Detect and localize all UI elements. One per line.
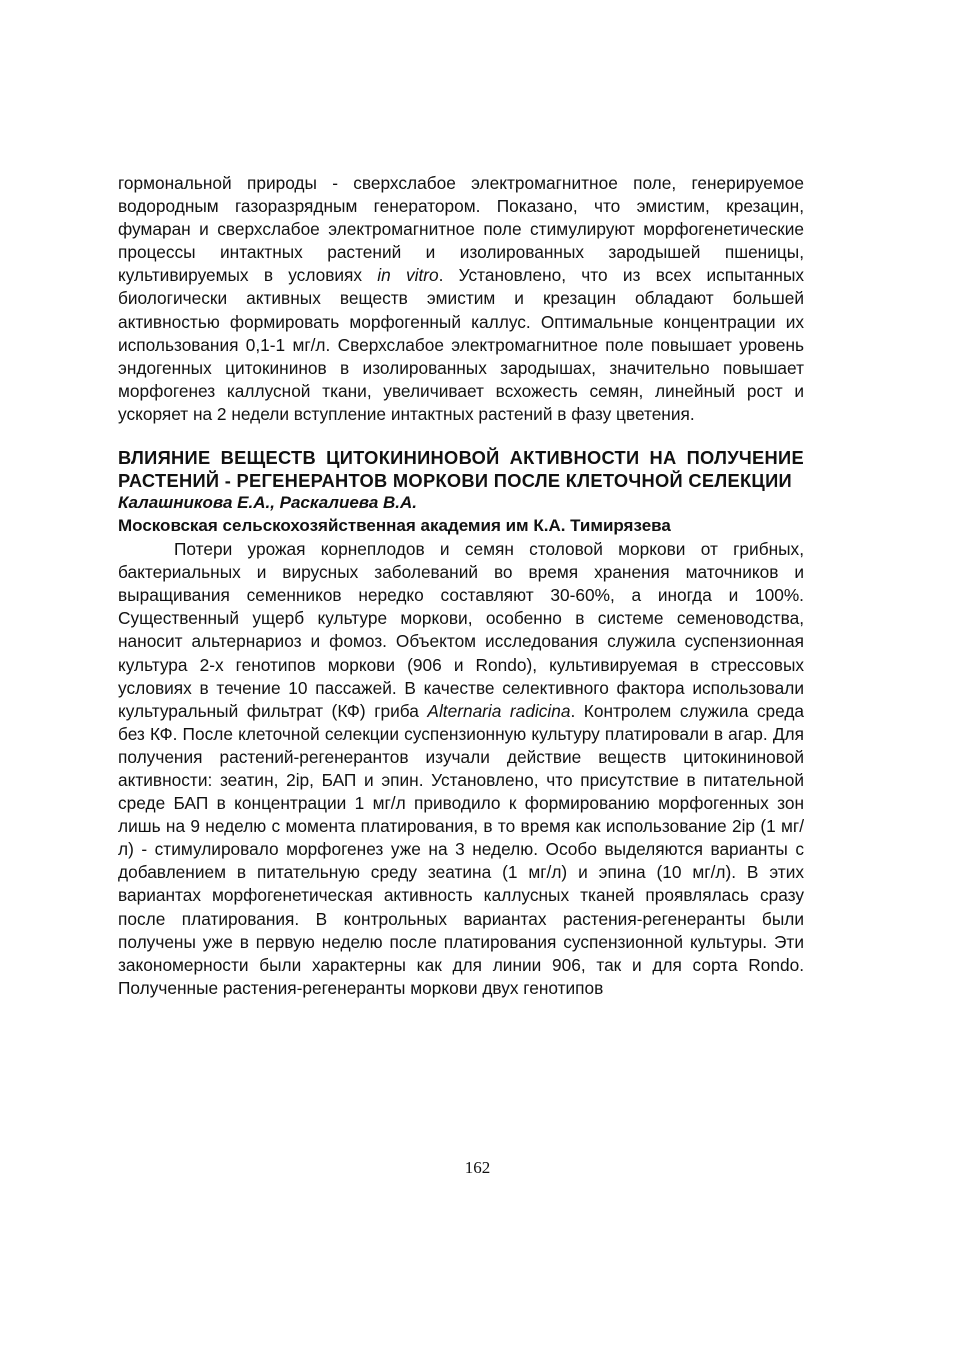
body-italic-alternaria: Alternaria radicina xyxy=(427,700,571,721)
intro-paragraph xyxy=(118,172,804,426)
page-number: 162 xyxy=(464,1158,491,1177)
intro-text-1: гормональной природы - сверхслабое электромагнитное поле, генерируемое водородным газоразрядным генератором. Показано, что эмистим, крезацин, фумаран и сверхслабое электромагнитное поле стимулируют морфогенетические процессы интактных растений и изолированных зародышей пшеницы, культивируемых в условиях xyxy=(118,173,804,286)
article-affiliation: Московская сельскохозяйственная академия им К.А. Тимирязева xyxy=(118,516,671,536)
article-authors: Калашникова Е.А., Раскалиева В.А. xyxy=(118,493,418,513)
body-text-2: . Контролем служила среда без КФ. После клеточной селекции суспензионную культуру платировали в агар. Для получения растений-регенерантов изучали действие веществ цитокининовой активности: зеатин, 2ip, БАП и эпин. Установлено, что присутствие в питательной среде БАП в концентрации 1 мг/л приводило к формированию морфогенных зон лишь на 9 неделю с момента платирования, в то время как использование 2ip (1 мг/л) - стимулировало морфогенез уже на 3 неделю. Особо выделяются варианты с добавлением в питательную среду зеатина (1 мг/л) и эпина (10 мг/л). В этих вариантах морфогенетическая активность каллусных тканей проявлялась сразу после платирования. В контрольных вариантах растения-регенеранты были получены уже в первую неделю после платирования суспензионной культуры. Эти закономерности были характерны как для линии 906, так и для сорта Rondo. Полученные растения-регенеранты моркови двух генотипов xyxy=(118,700,805,998)
intro-italic-in-vitro: in vitro xyxy=(377,265,439,286)
article-title: ВЛИЯНИЕ ВЕЩЕСТВ ЦИТОКИНИНОВОЙ АКТИВНОСТИ НА ПОЛУЧЕНИЕ РАСТЕНИЙ - РЕГЕНЕРАНТОВ МОРКОВИ ПОСЛЕ КЛЕТОЧНОЙ СЕЛЕКЦИИ xyxy=(118,447,804,492)
page-content xyxy=(118,172,804,1000)
body-text-1: Потери урожая корнеплодов и семян столовой моркови от грибных, бактериальных и вирусных заболеваний во время хранения маточников и выращивания семенников нередко составляют 30-60%, а иногда и 100%. Существенный ущерб культуре моркови, особенно в системе семеноводства, наносит альтернариоз и фомоз. Объектом исследования служила суспензионная культура 2-х генотипов моркови (906 и Rondo), культивируемая в стрессовых условиях в течение 10 пассажей. В качестве селективного фактора использовали культуральный фильтрат (КФ) гриба xyxy=(118,539,804,721)
intro-text-2: . Установлено, что из всех испытанных биологически активных веществ эмистим и крезацин обладают большей активностью формировать морфогенный каллус. Оптимальные концентрации их использования 0,1-1 мг/л. Сверхслабое электромагнитное поле повышает уровень эндогенных цитокининов в изолированных зародышах, значительно повышает морфогенез каллусной ткани, увеличивает всхожесть семян, линейный рост и ускоряет на 2 недели вступление интактных растений в фазу цветения. xyxy=(118,265,804,424)
article-body xyxy=(118,538,804,1000)
